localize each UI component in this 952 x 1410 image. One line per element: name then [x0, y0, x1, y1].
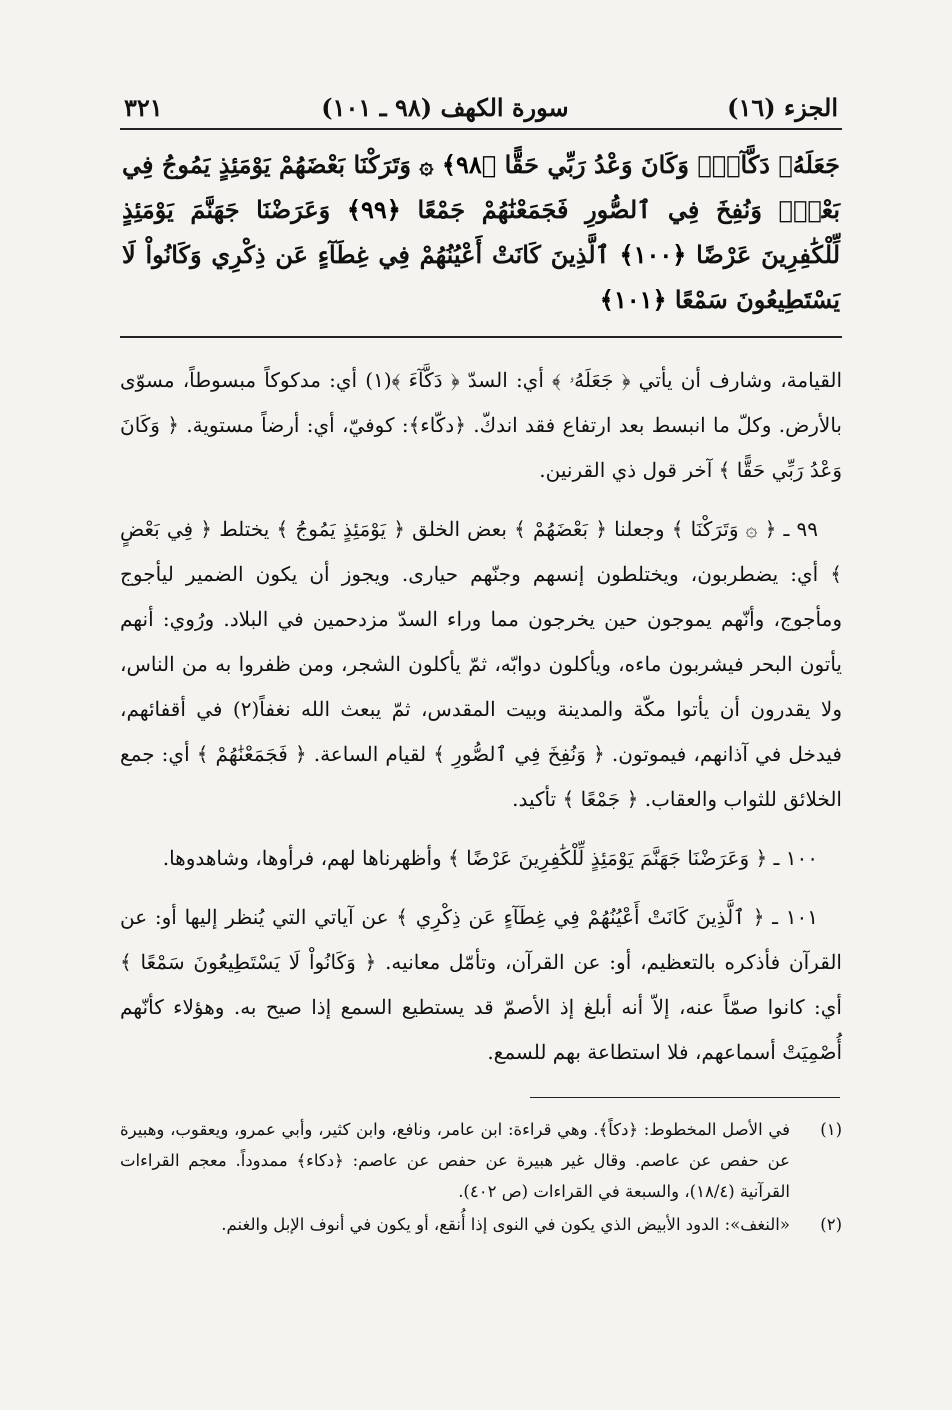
- tafsir-commentary: [120, 338, 842, 1075]
- quran-verse-text: ٱلَّذِينَ كَانَتْ أَعْيُنُهُمْ فِي غِطَآءٍ عَن ذِكْرِي وَكَانُواْ لَا يَسْتَطِيعُونَ سَمْعًا: [122, 240, 840, 314]
- footnote-text: «النغف»: الدود الأبيض الذي يكون في النوى إذا أُنقع، أو يكون في أنوف الإبل والغنم.: [221, 1215, 790, 1234]
- footnote-number: (٢): [820, 1215, 842, 1234]
- footnote-text: في الأصل المخطوط: ﴿دكاً﴾. وهي قراءة: ابن عامر، ونافع، وابن كثير، وأبي عمرو، ويعقوب، وهبيرة عن حفص عن عاصم. وقال غير هبيرة عن حفص عن عاصم: ﴿دكاء﴾ ممدوداً. معجم القراءات القرآنية (١٨/٤)، والسبعة في القراءات (ص ٤٠٢).: [120, 1120, 790, 1201]
- commentary-paragraph: ١٠١ ـ ﴿ ٱلَّذِينَ كَانَتْ أَعْيُنُهُمْ فِي غِطَآءٍ عَن ذِكْرِي ﴾ عن آياتي التي يُنظر إليها أو: عن القرآن فأذكره بالتعظيم، أو: عن القرآن، وتأمّل معانيه. ﴿ وَكَانُواْ لَا يَسْتَطِيعُونَ سَمْعًا ﴾ أي: كانوا صمّاً عنه، إلاّ أنه أبلغ إذ الأصمّ قد يستطيع السمع إذا صيح به. وهؤلاء كأنّهم أُصْمِيَتْ أسماعهم، فلا استطاعة بهم للسمع.: [120, 905, 842, 1064]
- footnote-item: [120, 1209, 842, 1240]
- ayah-number-marker: ﴿١٠٠﴾: [619, 240, 687, 269]
- footnotes: [120, 1114, 842, 1240]
- quran-verse-text: وَعَرَضْنَا جَهَنَّمَ يَوْمَئِذٍ لِّلْكَٰفِرِينَ عَرْضًا: [122, 195, 841, 269]
- page-number: ٣٢١: [124, 93, 163, 122]
- ayah-number-marker: ﴿٩٩﴾: [346, 195, 401, 224]
- ayah-number-marker: ﴿١٠١﴾: [599, 285, 667, 314]
- quran-verses-box: [120, 130, 842, 338]
- footnote-item: [120, 1114, 842, 1207]
- page-header: [120, 70, 842, 130]
- commentary-paragraph: القيامة، وشارف أن يأتي ﴿ جَعَلَهُۥ ﴾ أي: السدّ ﴿ دَكَّآءَ ﴾(١) أي: مدكوكاً مبسوطاً، مسوّى بالأرض. وكلّ ما انبسط بعد ارتفاع فقد اندكّ. ﴿دكّاء﴾: كوفيّ، أي: أرضاً مستوية. ﴿ وَكَانَ وَعْدُ رَبِّي حَقًّا ﴾ آخر قول ذي القرنين.: [120, 368, 842, 482]
- commentary-paragraph: ١٠٠ ـ ﴿ وَعَرَضْنَا جَهَنَّمَ يَوْمَئِذٍ لِّلْكَٰفِرِينَ عَرْضًا ﴾ وأظهرناها لهم، فرأوها، وشاهدوها.: [162, 846, 818, 870]
- footnote-divider: [530, 1097, 840, 1098]
- footnote-number: (١): [820, 1120, 842, 1139]
- quran-verse-text: جَعَلَهُۥ دَكَّآءَۖ وَكَانَ وَعْدُ رَبِّي حَقًّا: [504, 150, 841, 179]
- juz-label: الجزء (١٦): [727, 93, 838, 122]
- quran-verse-text: ۞ وَتَرَكْنَا بَعْضَهُمْ يَوْمَئِذٍ يَمُوجُ فِي بَعْضٍۖ وَنُفِخَ فِي ٱلصُّورِ فَجَمَعْنَٰهُمْ جَمْعًا: [122, 150, 841, 224]
- commentary-paragraph: ٩٩ ـ ﴿ ۞ وَتَرَكْنَا ﴾ وجعلنا ﴿ بَعْضَهُمْ ﴾ بعض الخلق ﴿ يَوْمَئِذٍ يَمُوجُ ﴾ يختلط ﴿ فِي بَعْضٍ ﴾ أي: يضطربون، ويختلطون إنسهم وجنّهم حيارى. ويجوز أن يكون الضمير ليأجوج ومأجوج، وأنّهم يموجون حين يخرجون مما وراء السدّ مزدحمين في البلاد. ورُوي: أنهم يأتون البحر فيشربون ماءه، ويأكلون دوابّه، ثمّ يأكلون الشجر، ومن ظفروا به من الناس، ولا يقدرون أن يأتوا مكّة والمدينة وبيت المقدس، ثمّ يبعث الله نغفاً(٢) في أقفائهم، فيدخل في آذانهم، فيموتون. ﴿ وَنُفِخَ فِي ٱلصُّورِ ﴾ لقيام الساعة. ﴿ فَجَمَعْنَٰهُمْ ﴾ أي: جمع الخلائق للثواب والعقاب. ﴿ جَمْعًا ﴾ تأكيد.: [120, 517, 842, 811]
- surah-title: سورة الكهف (٩٨ ـ ١٠١): [321, 93, 569, 122]
- ayah-number-marker: ﴿٩٨﴾: [441, 150, 497, 179]
